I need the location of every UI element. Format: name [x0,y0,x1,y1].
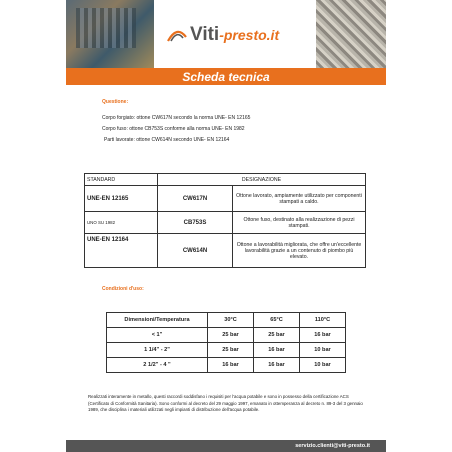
header-photo-screws [316,0,386,68]
questione-title: Questione: [102,99,129,105]
table-cell: 10 bar [300,358,346,373]
table-cell: < 1" [107,328,208,343]
table-cell: 2 1/2" - 4 " [107,358,208,373]
table-row [107,343,346,358]
table-cell-desc: Ottone fuso, destinato alla realizzazione di pezzi stampati. [233,212,366,234]
brand-logo [166,20,279,50]
table-header-cell: 110°C [300,313,346,328]
table-header-row [85,174,366,186]
questione-line: Corpo forgiato: ottone CW617N secondo la norma UNE- EN 12165 [102,115,251,121]
brand-main: Viti [190,24,220,45]
designation-table [84,173,366,268]
table-cell: 25 bar [208,343,254,358]
contact-email-link[interactable]: servizio.clienti@viti-presto.it [295,443,370,449]
table-cell: 16 bar [254,343,300,358]
table-row [85,234,366,268]
table-cell-desc: Ottone lavorato, ampiamente utilizzato per componenti stampati a caldo. [233,186,366,212]
table-cell: 10 bar [300,343,346,358]
table-cell-code: CW614N [158,234,233,268]
table-row [85,186,366,212]
questione-line: Corpo fuso: ottone CB753S conforme alla norma UNE- EN 1982 [102,126,245,132]
footer-bar [66,440,386,452]
table-cell: 1 1/4" - 2" [107,343,208,358]
table-header-cell: Dimensioni/Temperatura [107,313,208,328]
table-cell: 16 bar [254,358,300,373]
document-page [66,0,386,452]
table-cell-standard: UNE-EN 12164 [85,234,158,268]
conditions-table [106,312,346,373]
brand-accent: -presto.it [219,27,280,43]
logo-arc-icon [166,27,188,43]
table-cell-code: CW617N [158,186,233,212]
table-header-cell: STANDARD [85,174,158,186]
table-header-cell: 65°C [254,313,300,328]
header-photo-tools [66,0,154,68]
table-header-cell: 30°C [208,313,254,328]
table-cell-code: CB753S [158,212,233,234]
table-header-row [107,313,346,328]
table-row [85,212,366,234]
certification-paragraph: Realizzati interamente in metallo, questi raccordi soddisfano i requisiti per l'acqua potabile e sono in possesso della certificazione ACS (Certificato di Conformità Sanitaria). Sono conformi al decreto del 29 maggio 1997, emanato in ottemperanza al decreto n. 89-3 del 3 gennaio 1989, che disciplina i materiali utilizzati negli impianti di distribuzione dell'acqua potabile. [88,394,363,413]
table-cell-desc: Ottone a lavorabilità migliorata, che offre un'eccellente lavorabilità grazie a un contenuto di piombo più elevato. [233,234,366,268]
questione-line: Parti lavorate: ottone CW614N secondo UNE- EN 12164 [104,137,230,143]
table-row [107,358,346,373]
title-banner [66,68,386,85]
page-title: Scheda tecnica [182,69,270,84]
table-cell: 25 bar [254,328,300,343]
table-cell-standard: UNO SU 1982 [85,212,158,234]
table-cell: 16 bar [208,358,254,373]
conditions-title: Condizioni d'uso: [102,286,144,292]
table-cell: 25 bar [208,328,254,343]
table-cell-standard: UNE-EN 12165 [85,186,158,212]
table-cell: 16 bar [300,328,346,343]
table-header-cell: DESIGNAZIONE [158,174,366,186]
table-row [107,328,346,343]
